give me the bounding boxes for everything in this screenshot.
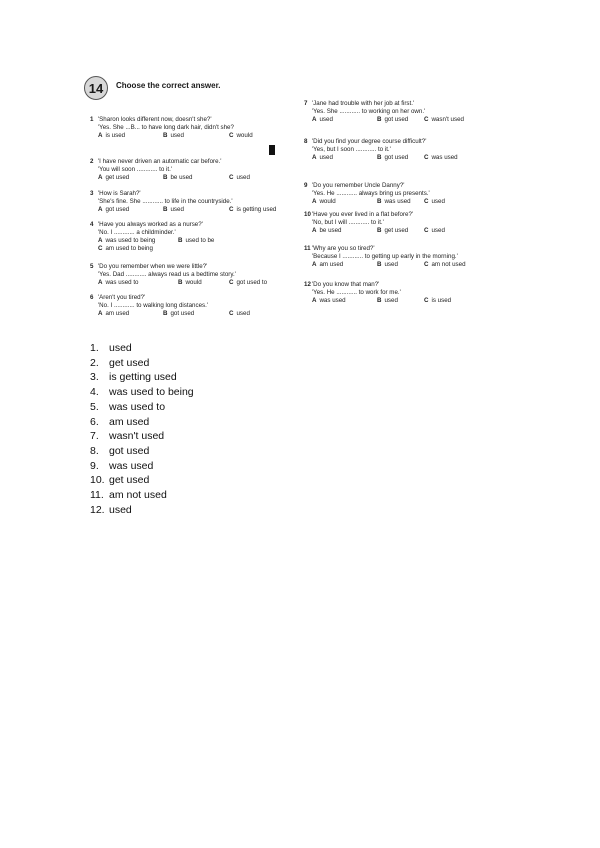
option-text: got used — [170, 310, 195, 317]
option-b[interactable] — [377, 261, 398, 269]
option-b[interactable] — [377, 198, 411, 206]
answer-text: used — [109, 503, 132, 516]
option-text: used — [384, 261, 398, 268]
option-b[interactable] — [377, 116, 408, 124]
answer-item — [90, 488, 194, 503]
option-letter: B — [377, 116, 382, 123]
question-line: 'Have you always worked as a nurse?' — [98, 221, 203, 228]
option-letter: B — [377, 227, 382, 234]
question-line: 'No. I ............ a childminder.' — [98, 229, 176, 236]
option-c[interactable] — [424, 198, 445, 206]
option-letter: B — [377, 261, 382, 268]
answer-number: 11. — [90, 489, 104, 502]
question-line: 'Did you find your degree course difficult?' — [312, 138, 427, 145]
option-c[interactable] — [229, 132, 253, 140]
answer-item — [90, 400, 194, 415]
option-text: was used — [384, 198, 411, 205]
option-text: used — [431, 227, 445, 234]
answer-text: am not used — [109, 489, 167, 502]
option-letter: C — [424, 261, 429, 268]
question-line: 'Do you know that man?' — [312, 281, 380, 288]
option-text: was used — [431, 154, 458, 161]
option-letter: A — [312, 297, 317, 304]
question-number: 11 — [304, 245, 311, 252]
option-letter: C — [424, 297, 429, 304]
option-letter: C — [229, 132, 234, 139]
answer-item — [90, 503, 194, 518]
option-text: be used — [319, 227, 342, 234]
option-letter: B — [163, 132, 168, 139]
option-letter: A — [98, 279, 103, 286]
option-c[interactable] — [424, 116, 464, 124]
option-text: used — [384, 297, 398, 304]
question-line: 'Yes. She ...B... to have long dark hair, didn't she? — [98, 124, 234, 131]
answer-text: wasn't used — [109, 430, 165, 443]
scan-mark — [269, 145, 275, 155]
question-line: 'Jane had trouble with her job at first.' — [312, 100, 415, 107]
answer-number: 1. — [90, 342, 99, 354]
option-letter: C — [98, 245, 103, 252]
option-text: be used — [170, 174, 193, 181]
question-number: 1 — [90, 116, 94, 123]
question-5 — [90, 263, 268, 287]
option-text: used — [236, 174, 250, 181]
option-a[interactable] — [312, 297, 346, 305]
option-a[interactable] — [98, 132, 125, 140]
question-line: 'I have never driven an automatic car before.' — [98, 158, 222, 165]
option-a[interactable] — [98, 206, 129, 214]
option-text: was used — [319, 297, 346, 304]
option-text: would — [319, 198, 336, 205]
answer-text: got used — [109, 444, 150, 457]
option-a[interactable] — [98, 237, 155, 245]
option-letter: A — [312, 154, 317, 161]
option-text: was used to — [105, 279, 139, 286]
option-a[interactable] — [312, 198, 336, 206]
answer-item — [90, 415, 194, 430]
option-text: am not used — [431, 261, 466, 268]
question-line: 'Because I ............ to getting up early in the morning.' — [312, 253, 458, 260]
option-c[interactable] — [424, 297, 451, 305]
question-line: 'No, but I will ............ to it.' — [312, 219, 384, 226]
option-letter: A — [98, 132, 103, 139]
question-12 — [304, 281, 452, 305]
option-letter: B — [163, 310, 168, 317]
option-text: get used — [105, 174, 130, 181]
answer-list — [90, 341, 194, 517]
option-letter: B — [178, 237, 183, 244]
option-letter: B — [163, 174, 168, 181]
question-number: 10 — [304, 211, 311, 218]
answer-item — [90, 385, 194, 400]
option-a[interactable] — [312, 116, 333, 124]
question-line: 'You will soon ............ to it.' — [98, 166, 173, 173]
question-line: 'Why are you so tired?' — [312, 245, 375, 252]
option-letter: A — [312, 198, 317, 205]
option-letter: C — [229, 279, 234, 286]
answer-text: was used — [109, 459, 154, 472]
option-letter: B — [377, 297, 382, 304]
answer-number: 9. — [90, 459, 99, 472]
question-line: 'Yes, but I soon ............ to it.' — [312, 146, 391, 153]
answer-text: used — [109, 342, 132, 354]
option-letter: C — [424, 198, 429, 205]
exercise-heading: Choose the correct answer. — [116, 81, 221, 90]
answer-text: get used — [109, 474, 150, 487]
question-line: 'Aren't you tired?' — [98, 294, 146, 301]
answer-item — [90, 459, 194, 474]
option-letter: A — [312, 116, 317, 123]
answer-item — [90, 444, 194, 459]
option-letter: B — [178, 279, 183, 286]
option-a[interactable] — [312, 227, 342, 235]
option-b[interactable] — [163, 174, 193, 182]
option-c[interactable] — [424, 261, 466, 269]
question-line: 'Do you remember Uncle Danny?' — [312, 182, 405, 189]
exercise-number-badge: 14 — [84, 76, 108, 100]
question-8 — [304, 138, 458, 162]
question-line: 'She's fine. She ............ to life in the countryside.' — [98, 198, 233, 205]
option-a[interactable] — [312, 261, 343, 269]
question-number: 5 — [90, 263, 94, 270]
option-text: got used — [384, 116, 409, 123]
option-letter: C — [229, 174, 234, 181]
answer-item — [90, 370, 194, 385]
option-text: get used — [384, 227, 409, 234]
answer-item — [90, 429, 194, 444]
answer-number: 5. — [90, 400, 99, 413]
option-text: used to be — [185, 237, 215, 244]
option-a[interactable] — [312, 154, 333, 162]
option-letter: C — [424, 154, 429, 161]
option-text: am used — [319, 261, 344, 268]
option-letter: A — [98, 310, 103, 317]
option-letter: A — [98, 174, 103, 181]
question-3 — [90, 190, 277, 214]
answer-text: was used to being — [109, 386, 194, 399]
question-1 — [90, 116, 253, 140]
option-text: used — [319, 154, 333, 161]
question-line: 'Do you remember when we were little?' — [98, 263, 208, 270]
answer-item — [90, 473, 194, 488]
question-line: 'Yes. He ............ to work for me.' — [312, 289, 401, 296]
option-letter: A — [312, 227, 317, 234]
option-b[interactable] — [178, 237, 214, 245]
answer-item — [90, 341, 194, 356]
option-a[interactable] — [98, 174, 129, 182]
option-letter: A — [98, 237, 103, 244]
question-line: 'Yes. He ............ always bring us presents.' — [312, 190, 430, 197]
answer-item — [90, 356, 194, 371]
option-text: is getting used — [236, 206, 277, 213]
option-text: would — [236, 132, 253, 139]
question-line: 'Yes. Dad ............ always read us a bedtime story.' — [98, 271, 236, 278]
answer-text: am used — [109, 415, 150, 428]
option-text: used — [236, 310, 250, 317]
option-letter: C — [229, 310, 234, 317]
option-text: used — [170, 206, 184, 213]
option-c[interactable] — [229, 206, 276, 214]
option-text: used — [431, 198, 445, 205]
option-b[interactable] — [178, 279, 202, 287]
question-number: 2 — [90, 158, 94, 165]
option-letter: B — [163, 206, 168, 213]
option-text: got used to — [236, 279, 268, 286]
answer-number: 4. — [90, 386, 99, 399]
answer-number: 3. — [90, 371, 99, 384]
option-b[interactable] — [377, 297, 398, 305]
answer-text: get used — [109, 356, 150, 369]
option-letter: A — [312, 261, 317, 268]
option-c[interactable] — [424, 154, 458, 162]
option-c[interactable] — [229, 174, 250, 182]
question-line: 'No. I ............ to walking long distances.' — [98, 302, 209, 309]
question-line: 'Yes. She ............ to working on her own.' — [312, 108, 426, 115]
option-b[interactable] — [163, 206, 184, 214]
question-number: 9 — [304, 182, 308, 189]
answer-number: 2. — [90, 356, 99, 369]
question-11 — [304, 245, 466, 269]
question-9 — [304, 182, 445, 206]
answer-number: 8. — [90, 444, 99, 457]
question-number: 12 — [304, 281, 311, 288]
option-text: used — [319, 116, 333, 123]
option-letter: B — [377, 198, 382, 205]
option-c[interactable] — [424, 227, 445, 235]
exercise-scan — [84, 76, 514, 326]
option-c[interactable] — [229, 310, 250, 318]
answer-number: 12. — [90, 503, 105, 516]
question-number: 6 — [90, 294, 94, 301]
option-text: would — [185, 279, 202, 286]
answer-text: was used to — [109, 400, 166, 413]
question-10 — [304, 211, 445, 235]
question-line: 'How is Sarah?' — [98, 190, 141, 197]
option-text: got used — [105, 206, 130, 213]
question-2 — [90, 158, 250, 182]
question-line: 'Have you ever lived in a flat before?' — [312, 211, 414, 218]
option-letter: C — [424, 116, 429, 123]
question-7 — [304, 100, 464, 124]
question-number: 3 — [90, 190, 94, 197]
option-text: am used to being — [105, 245, 153, 252]
option-letter: C — [424, 227, 429, 234]
answer-text: is getting used — [109, 371, 177, 384]
option-text: was used to being — [105, 237, 156, 244]
option-letter: C — [229, 206, 234, 213]
option-a[interactable] — [98, 310, 129, 318]
option-text: am used — [105, 310, 130, 317]
option-text: got used — [384, 154, 409, 161]
answer-number: 10. — [90, 474, 105, 487]
question-4 — [90, 221, 215, 253]
option-text: used — [170, 132, 184, 139]
question-6 — [90, 294, 250, 318]
option-b[interactable] — [377, 227, 408, 235]
option-letter: A — [98, 206, 103, 213]
option-b[interactable] — [377, 154, 408, 162]
option-b[interactable] — [163, 310, 194, 318]
option-text: is used — [105, 132, 126, 139]
option-a[interactable] — [98, 279, 139, 287]
option-letter: B — [377, 154, 382, 161]
option-text: is used — [431, 297, 452, 304]
option-b[interactable] — [163, 132, 184, 140]
question-number: 4 — [90, 221, 94, 228]
answer-number: 6. — [90, 415, 99, 428]
option-text: wasn't used — [431, 116, 464, 123]
option-c[interactable] — [229, 279, 267, 287]
option-c[interactable] — [98, 245, 153, 253]
question-number: 7 — [304, 100, 308, 107]
question-line: 'Sharon looks different now, doesn't she?' — [98, 116, 212, 123]
answer-number: 7. — [90, 430, 99, 443]
question-number: 8 — [304, 138, 308, 145]
